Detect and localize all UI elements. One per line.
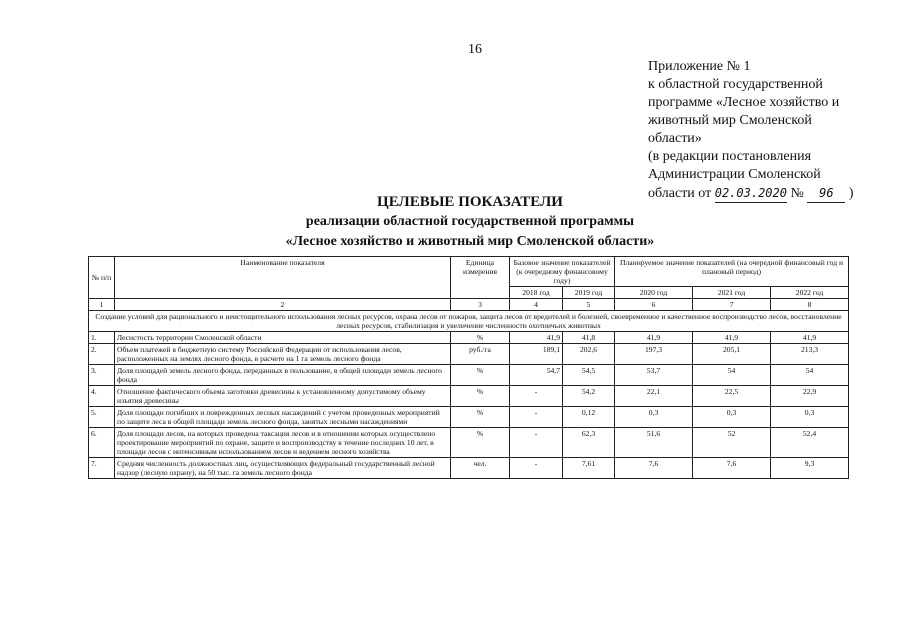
appendix-block <box>648 58 898 203</box>
row-unit: % <box>451 428 510 458</box>
col-number: 3 <box>451 299 510 311</box>
document-subtitle-2: «Лесное хозяйство и животный мир Смоленской области» <box>285 234 655 249</box>
col-number: 4 <box>510 299 563 311</box>
number-label: № <box>790 186 804 201</box>
row-2022: 41,9 <box>771 332 849 344</box>
row-2018: 54,7 <box>510 365 563 386</box>
header-row <box>89 257 849 287</box>
appendix-line: (в редакции постановления <box>648 149 812 164</box>
row-num: 2. <box>89 344 115 365</box>
row-2019: 7,61 <box>563 458 615 479</box>
row-2021: 0,3 <box>693 407 771 428</box>
row-2020: 0,3 <box>615 407 693 428</box>
title-block <box>200 192 740 252</box>
row-2020: 7,6 <box>615 458 693 479</box>
appendix-line: программе «Лесное хозяйство и <box>648 95 840 110</box>
row-unit: % <box>451 386 510 407</box>
date-prefix: области от <box>648 186 712 201</box>
row-2019: 54,2 <box>563 386 615 407</box>
row-2020: 51,6 <box>615 428 693 458</box>
col-number: 5 <box>563 299 615 311</box>
handwritten-number: 96 <box>807 184 845 203</box>
closing-paren: ) <box>848 186 854 201</box>
header-2019: 2019 год <box>563 287 615 299</box>
row-2018: - <box>510 407 563 428</box>
row-num: 4. <box>89 386 115 407</box>
row-2022: 9,3 <box>771 458 849 479</box>
row-name: Доля площадей земель лесного фонда, переданных в пользование, в общей площади земель лесного фонда <box>115 365 451 386</box>
table-row <box>89 458 849 479</box>
row-num: 5. <box>89 407 115 428</box>
row-name: Доля площади погибших и поврежденных лесных насаждений с учетом проведенных мероприятий по защите леса в общей площади земель лесного фонда, занятых лесными насаждениями <box>115 407 451 428</box>
col-number: 1 <box>89 299 115 311</box>
table-row <box>89 365 849 386</box>
row-2021: 22,5 <box>693 386 771 407</box>
row-num: 1. <box>89 332 115 344</box>
header-num: № п/п <box>89 257 115 299</box>
row-2020: 22,1 <box>615 386 693 407</box>
row-2022: 213,3 <box>771 344 849 365</box>
row-2019: 202,6 <box>563 344 615 365</box>
row-unit: чел. <box>451 458 510 479</box>
row-2021: 52 <box>693 428 771 458</box>
col-number: 6 <box>615 299 693 311</box>
row-name: Отношение фактического объема заготовки древесины к установленному допустимому объему изъятия древесины <box>115 386 451 407</box>
col-number: 7 <box>693 299 771 311</box>
appendix-line: животный мир Смоленской <box>648 113 812 128</box>
row-num: 3. <box>89 365 115 386</box>
row-2020: 53,7 <box>615 365 693 386</box>
header-unit: Единица измерения <box>451 257 510 299</box>
indicators-table <box>88 256 849 479</box>
row-unit: % <box>451 365 510 386</box>
table-row <box>89 332 849 344</box>
row-2019: 62,3 <box>563 428 615 458</box>
row-2020: 197,3 <box>615 344 693 365</box>
header-2022: 2022 год <box>771 287 849 299</box>
section-row <box>89 311 849 332</box>
header-2021: 2021 год <box>693 287 771 299</box>
col-number: 8 <box>771 299 849 311</box>
col-number: 2 <box>115 299 451 311</box>
row-2022: 0,3 <box>771 407 849 428</box>
header-2020: 2020 год <box>615 287 693 299</box>
header-base: Базовое значение показателей (к очередному финансовому году) <box>510 257 615 287</box>
column-numbers-row <box>89 299 849 311</box>
table-row <box>89 407 849 428</box>
row-2019: 54,5 <box>563 365 615 386</box>
appendix-line: к областной государственной <box>648 77 823 92</box>
row-2022: 54 <box>771 365 849 386</box>
document-title: ЦЕЛЕВЫЕ ПОКАЗАТЕЛИ <box>377 194 563 210</box>
row-2022: 22,9 <box>771 386 849 407</box>
table-row <box>89 386 849 407</box>
row-2018: - <box>510 386 563 407</box>
page-number: 16 <box>468 42 482 57</box>
appendix-line: Приложение № 1 <box>648 59 751 74</box>
table-row <box>89 428 849 458</box>
row-num: 6. <box>89 428 115 458</box>
row-2018: - <box>510 428 563 458</box>
row-unit: % <box>451 332 510 344</box>
appendix-line: области» <box>648 131 702 146</box>
row-2019: 0,12 <box>563 407 615 428</box>
header-plan: Планируемое значение показателей (на очередной финансовый год и плановый период) <box>615 257 849 287</box>
row-name: Доля площади лесов, на которых проведена таксация лесов и в отношении которых осуществлено проектирование мероприятий по охране, защите и воспроизводству в течение последних 10 лет, в площади лесов с интенсивным использованием лесов и ведением лесного хозяйства <box>115 428 451 458</box>
section-title: Создание условий для рационального и неистощительного использования лесных ресурсов, охрана лесов от пожаров, защита лесов от вредителей и болезней, своевременное и качественное воспроизводство лесов, восстановление лесных ресурсов, стабилизация и увеличение численности охотничьих животных <box>89 311 849 332</box>
row-2020: 41,9 <box>615 332 693 344</box>
row-2021: 41,9 <box>693 332 771 344</box>
row-2018: 41,9 <box>510 332 563 344</box>
row-2021: 205,1 <box>693 344 771 365</box>
row-name: Средняя численность должностных лиц, осуществляющих федеральный государственный лесной надзор (лесную охрану), на 50 тыс. га земель лесного фонда <box>115 458 451 479</box>
row-name: Лесистость территории Смоленской области <box>115 332 451 344</box>
row-2018: - <box>510 458 563 479</box>
header-2018: 2018 год <box>510 287 563 299</box>
document-subtitle-1: реализации областной государственной программы <box>305 214 635 229</box>
row-num: 7. <box>89 458 115 479</box>
row-2018: 189,1 <box>510 344 563 365</box>
row-unit: руб./га <box>451 344 510 365</box>
header-name: Наименование показателя <box>115 257 451 299</box>
row-2022: 52,4 <box>771 428 849 458</box>
row-2019: 41,8 <box>563 332 615 344</box>
row-2021: 7,6 <box>693 458 771 479</box>
row-name: Объем платежей в бюджетную систему Российской Федерации от использования лесов, расположенных на землях лесного фонда, в расчете на 1 га земель лесного фонда <box>115 344 451 365</box>
row-2021: 54 <box>693 365 771 386</box>
row-unit: % <box>451 407 510 428</box>
table-row <box>89 344 849 365</box>
handwritten-date: 02.03.2020 <box>715 184 787 203</box>
appendix-line: Администрации Смоленской <box>648 167 821 182</box>
